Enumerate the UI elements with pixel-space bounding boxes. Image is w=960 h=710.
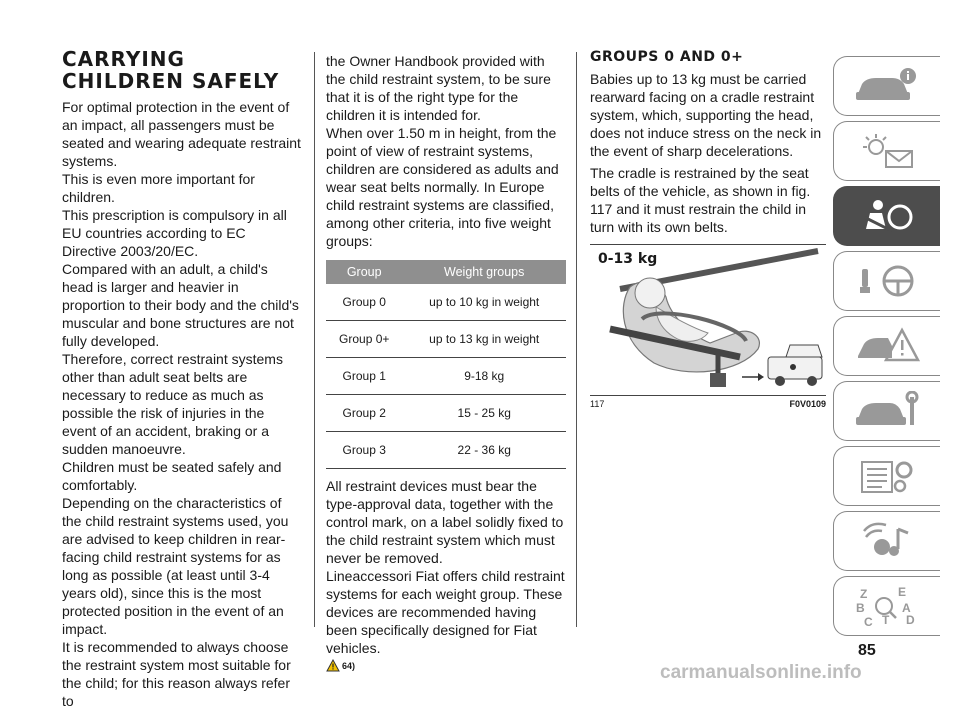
warning-reference xyxy=(326,659,566,672)
table-cell: 15 - 25 kg xyxy=(402,395,566,432)
svg-text:B: B xyxy=(856,601,865,615)
tab-safety[interactable] xyxy=(833,186,940,246)
paragraph: This is even more important for children. xyxy=(62,171,255,205)
section-title: CARRYING CHILDREN SAFELY xyxy=(62,47,280,93)
tab-index[interactable] xyxy=(833,576,940,636)
safety-airbag-icon xyxy=(852,195,922,237)
table-row xyxy=(326,432,566,469)
paragraph: Children must be seated safely and comfortably. xyxy=(62,459,282,493)
technical-data-icon xyxy=(852,456,922,496)
table-cell: up to 10 kg in weight xyxy=(402,284,566,321)
column-divider xyxy=(576,52,577,627)
paragraph: This prescription is compulsory in all EU countries according to EC Directive 2003/20/EC. xyxy=(62,207,287,259)
tab-car-info[interactable] xyxy=(833,56,940,116)
table-cell: 9-18 kg xyxy=(402,358,566,395)
column-divider xyxy=(314,52,315,627)
figure-code: F0V0109 xyxy=(789,399,826,409)
table-cell: Group 2 xyxy=(326,395,402,432)
table-header: Group xyxy=(326,260,402,284)
watermark: carmanualsonline.info xyxy=(660,662,862,683)
maintenance-icon xyxy=(852,391,922,431)
table-row xyxy=(326,321,566,358)
column-3 xyxy=(590,48,826,409)
table-row xyxy=(326,284,566,321)
paragraph: For optimal protection in the event of an impact, all passengers must be seated and wearing adequate restraint systems. xyxy=(62,99,301,169)
figure-caption xyxy=(590,399,826,409)
svg-text:E: E xyxy=(898,585,907,599)
paragraph: The cradle is restrained by the seat belts of the vehicle, as shown in fig. 117 and it must restrain the child in turn with its own belts. xyxy=(590,165,811,235)
paragraph: Babies up to 13 kg must be carried rearward facing on a cradle restraint system, which, supporting the head, does not induce stress on the neck in the event of sharp decelerations. xyxy=(590,71,822,159)
table-cell: Group 0+ xyxy=(326,321,402,358)
table-cell: Group 3 xyxy=(326,432,402,469)
car-info-icon xyxy=(852,66,922,106)
paragraph: Depending on the characteristics of the child restraint systems used, you are advised to keep children in rear-facing child restraint systems for as long as possible (at least until 3-4 years old), since this is the most protected position in the event of an impact. xyxy=(62,495,289,637)
paragraph: the Owner Handbook provided with the child restraint system, to be sure that it is of the right type for the children it is intended for. xyxy=(326,53,551,123)
column-2 xyxy=(326,52,566,672)
figure-label: 0-13 kg xyxy=(598,251,658,267)
svg-text:A: A xyxy=(902,601,911,615)
tab-maintenance[interactable] xyxy=(833,381,940,441)
figure-117 xyxy=(590,244,826,396)
paragraph: Therefore, correct restraint systems other than adult seat belts are necessary to reduce as much as possible the risk of injuries in the event of an accident, braking or a sudden manoeuvre. xyxy=(62,351,283,457)
multimedia-icon xyxy=(852,521,922,561)
paragraph: All restraint devices must bear the type-approval data, together with the control mark, on a label solidly fixed to the child restraint system which must never be removed. xyxy=(326,478,564,566)
svg-text:C: C xyxy=(864,615,873,628)
emergency-icon xyxy=(852,326,922,366)
weight-groups-table xyxy=(326,260,566,469)
cradle-illustration xyxy=(590,245,826,395)
page-number: 85 xyxy=(858,642,876,659)
paragraph: It is recommended to always choose the restraint system most suitable for the child; for this reason always refer to xyxy=(62,639,291,709)
paragraph: When over 1.50 m in height, from the point of view of restraint systems, children are considered as adults and wear seat belts normally. In Europe child restraint systems are classified, among other criteria, into five weight groups: xyxy=(326,125,559,249)
tab-emergency[interactable] xyxy=(833,316,940,376)
table-cell: 22 - 36 kg xyxy=(402,432,566,469)
paragraph: Lineaccessori Fiat offers child restraint systems for each weight group. These devices are recommended having been specifically designed for Fiat vehicles. xyxy=(326,568,565,656)
index-icon xyxy=(852,584,922,628)
table-cell: up to 13 kg in weight xyxy=(402,321,566,358)
svg-text:Z: Z xyxy=(860,587,868,601)
warning-lights-icon xyxy=(852,131,922,171)
svg-text:D: D xyxy=(906,613,915,627)
table-row xyxy=(326,358,566,395)
figure-number: 117 xyxy=(590,399,605,409)
table-cell: Group 0 xyxy=(326,284,402,321)
tab-starting-driving[interactable] xyxy=(833,251,940,311)
table-row xyxy=(326,395,566,432)
warning-ref-text: 64) xyxy=(342,660,356,671)
tab-warning-lights[interactable] xyxy=(833,121,940,181)
starting-driving-icon xyxy=(852,261,922,301)
paragraph: Compared with an adult, a child's head is larger and heavier in proportion to their body and the child's muscular and bone structures are not fully developed. xyxy=(62,261,299,349)
table-cell: Group 1 xyxy=(326,358,402,395)
chapter-tabs xyxy=(833,56,941,641)
svg-text:T: T xyxy=(882,613,890,627)
warning-triangle-icon xyxy=(326,659,340,672)
tab-technical-data[interactable] xyxy=(833,446,940,506)
table-header: Weight groups xyxy=(402,260,566,284)
col1-body xyxy=(62,98,302,710)
tab-multimedia[interactable] xyxy=(833,511,940,571)
column-1 xyxy=(62,48,302,710)
subsection-title: GROUPS 0 AND 0+ xyxy=(590,49,744,65)
